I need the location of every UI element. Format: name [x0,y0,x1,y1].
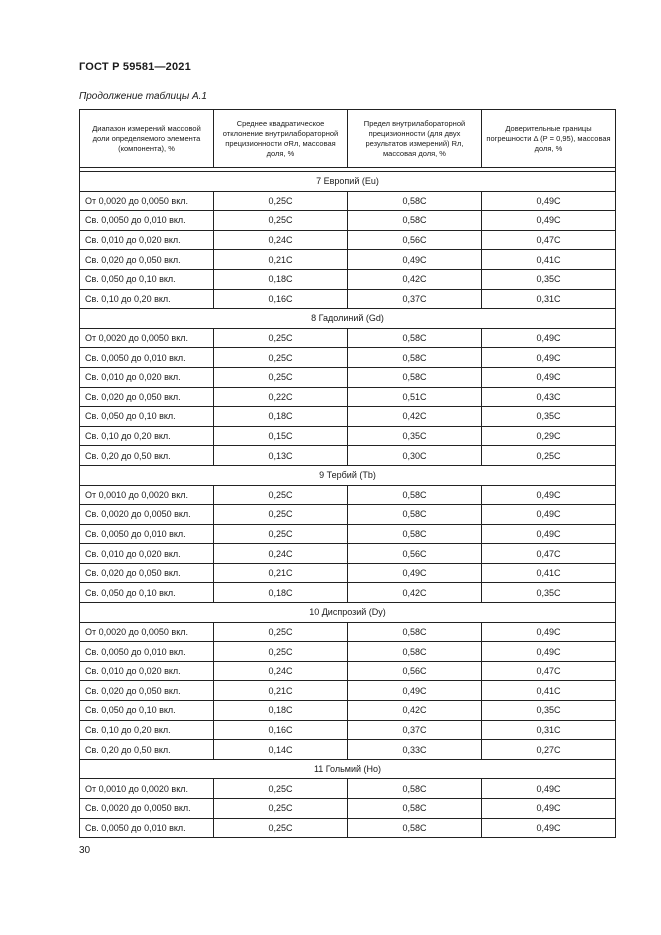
section-header-row [80,172,616,192]
range-cell: Св. 0,0050 до 0,010 вкл. [80,524,214,544]
limit-cell: 0,37C [348,289,482,309]
table-row [80,681,616,701]
sigma-cell: 0,25C [214,779,348,799]
section-header-row [80,603,616,623]
sigma-cell: 0,13C [214,446,348,466]
sigma-cell: 0,25C [214,485,348,505]
range-cell: Св. 0,020 до 0,050 вкл. [80,681,214,701]
range-cell: Св. 0,050 до 0,10 вкл. [80,407,214,427]
limit-cell: 0,49C [348,250,482,270]
table-row [80,563,616,583]
limit-cell: 0,42C [348,269,482,289]
sigma-cell: 0,25C [214,818,348,838]
table-row [80,367,616,387]
error-bounds-cell: 0,43C [482,387,616,407]
range-cell: Св. 0,020 до 0,050 вкл. [80,387,214,407]
sigma-cell: 0,15C [214,426,348,446]
page-number: 30 [79,845,91,856]
error-bounds-cell: 0,49C [482,367,616,387]
table-row [80,799,616,819]
range-cell: Св. 0,010 до 0,020 вкл. [80,230,214,250]
error-bounds-cell: 0,49C [482,779,616,799]
error-bounds-cell: 0,49C [482,818,616,838]
range-cell: Св. 0,0050 до 0,010 вкл. [80,211,214,231]
limit-cell: 0,42C [348,407,482,427]
range-cell: Св. 0,020 до 0,050 вкл. [80,250,214,270]
table-row [80,446,616,466]
table-caption: Продолжение таблицы А.1 [79,91,207,102]
error-bounds-cell: 0,49C [482,211,616,231]
data-table [79,109,616,838]
range-cell: От 0,0020 до 0,0050 вкл. [80,328,214,348]
table-row [80,642,616,662]
sigma-cell: 0,25C [214,524,348,544]
error-bounds-cell: 0,49C [482,799,616,819]
limit-cell: 0,58C [348,524,482,544]
range-cell: Св. 0,10 до 0,20 вкл. [80,289,214,309]
limit-cell: 0,58C [348,622,482,642]
table-row [80,818,616,838]
limit-cell: 0,58C [348,211,482,231]
limit-cell: 0,58C [348,191,482,211]
error-bounds-cell: 0,31C [482,720,616,740]
table-row [80,661,616,681]
range-cell: От 0,0010 до 0,0020 вкл. [80,779,214,799]
limit-cell: 0,58C [348,505,482,525]
error-bounds-cell: 0,25C [482,446,616,466]
range-cell: Св. 0,0050 до 0,010 вкл. [80,818,214,838]
limit-cell: 0,58C [348,779,482,799]
sigma-cell: 0,14C [214,740,348,760]
range-cell: Св. 0,20 до 0,50 вкл. [80,740,214,760]
section-title: 9 Тербий (Tb) [80,465,616,485]
sigma-cell: 0,22C [214,387,348,407]
limit-cell: 0,58C [348,485,482,505]
table-body [80,172,616,838]
error-bounds-cell: 0,47C [482,661,616,681]
range-cell: Св. 0,020 до 0,050 вкл. [80,563,214,583]
limit-cell: 0,33C [348,740,482,760]
sigma-cell: 0,21C [214,250,348,270]
table-row [80,701,616,721]
range-cell: Св. 0,0050 до 0,010 вкл. [80,642,214,662]
limit-cell: 0,30C [348,446,482,466]
error-bounds-cell: 0,29C [482,426,616,446]
sigma-cell: 0,18C [214,583,348,603]
error-bounds-cell: 0,41C [482,681,616,701]
error-bounds-cell: 0,49C [482,348,616,368]
error-bounds-cell: 0,49C [482,485,616,505]
table-row [80,230,616,250]
limit-cell: 0,51C [348,387,482,407]
table-row [80,505,616,525]
limit-cell: 0,58C [348,367,482,387]
limit-cell: 0,49C [348,563,482,583]
section-header-row [80,309,616,329]
table-row [80,191,616,211]
sigma-cell: 0,25C [214,211,348,231]
sigma-cell: 0,24C [214,230,348,250]
range-cell: Св. 0,0020 до 0,0050 вкл. [80,505,214,525]
error-bounds-cell: 0,49C [482,642,616,662]
error-bounds-cell: 0,47C [482,230,616,250]
sigma-cell: 0,25C [214,642,348,662]
range-cell: От 0,0010 до 0,0020 вкл. [80,485,214,505]
limit-cell: 0,58C [348,642,482,662]
error-bounds-cell: 0,35C [482,583,616,603]
table-row [80,622,616,642]
section-title: 10 Диспрозий (Dy) [80,603,616,623]
limit-cell: 0,58C [348,348,482,368]
table-row [80,407,616,427]
sigma-cell: 0,25C [214,367,348,387]
error-bounds-cell: 0,41C [482,563,616,583]
range-cell: Св. 0,10 до 0,20 вкл. [80,720,214,740]
limit-cell: 0,35C [348,426,482,446]
sigma-cell: 0,25C [214,348,348,368]
error-bounds-cell: 0,49C [482,505,616,525]
error-bounds-cell: 0,49C [482,191,616,211]
table-row [80,583,616,603]
range-cell: Св. 0,10 до 0,20 вкл. [80,426,214,446]
column-header-error-bounds: Доверительные границы погрешности Δ (P = 0,95), массовая доля, % [482,110,616,168]
limit-cell: 0,58C [348,818,482,838]
sigma-cell: 0,18C [214,701,348,721]
limit-cell: 0,42C [348,701,482,721]
range-cell: Св. 0,0020 до 0,0050 вкл. [80,799,214,819]
error-bounds-cell: 0,49C [482,328,616,348]
limit-cell: 0,56C [348,661,482,681]
sigma-cell: 0,24C [214,661,348,681]
table-row [80,211,616,231]
range-cell: Св. 0,20 до 0,50 вкл. [80,446,214,466]
limit-cell: 0,37C [348,720,482,740]
range-cell: Св. 0,050 до 0,10 вкл. [80,269,214,289]
section-title: 8 Гадолиний (Gd) [80,309,616,329]
limit-cell: 0,58C [348,328,482,348]
sigma-cell: 0,25C [214,799,348,819]
table-row [80,250,616,270]
error-bounds-cell: 0,35C [482,701,616,721]
error-bounds-cell: 0,41C [482,250,616,270]
table-row [80,426,616,446]
error-bounds-cell: 0,35C [482,269,616,289]
sigma-cell: 0,21C [214,681,348,701]
sigma-cell: 0,25C [214,622,348,642]
sigma-cell: 0,16C [214,720,348,740]
table-row [80,328,616,348]
range-cell: Св. 0,050 до 0,10 вкл. [80,583,214,603]
column-header-limit: Предел внутрилабораторной прецизионности (для двух результатов измерений) Rл, массовая доля, % [348,110,482,168]
section-header-row [80,759,616,779]
column-header-sigma: Среднее квадратическое отклонение внутрилабораторной прецизионности σRл, массовая доля, % [214,110,348,168]
range-cell: От 0,0020 до 0,0050 вкл. [80,191,214,211]
limit-cell: 0,42C [348,583,482,603]
sigma-cell: 0,21C [214,563,348,583]
error-bounds-cell: 0,27C [482,740,616,760]
table-header-row [80,110,616,168]
error-bounds-cell: 0,31C [482,289,616,309]
error-bounds-cell: 0,47C [482,544,616,564]
error-bounds-cell: 0,49C [482,622,616,642]
range-cell: Св. 0,0050 до 0,010 вкл. [80,348,214,368]
sigma-cell: 0,18C [214,269,348,289]
table-row [80,544,616,564]
sigma-cell: 0,16C [214,289,348,309]
range-cell: Св. 0,010 до 0,020 вкл. [80,661,214,681]
table-row [80,740,616,760]
sigma-cell: 0,25C [214,191,348,211]
limit-cell: 0,56C [348,544,482,564]
range-cell: Св. 0,050 до 0,10 вкл. [80,701,214,721]
limit-cell: 0,49C [348,681,482,701]
section-title: 7 Европий (Eu) [80,172,616,192]
error-bounds-cell: 0,49C [482,524,616,544]
document-id: ГОСТ Р 59581—2021 [79,61,191,73]
section-header-row [80,465,616,485]
range-cell: Св. 0,010 до 0,020 вкл. [80,544,214,564]
table-row [80,485,616,505]
limit-cell: 0,56C [348,230,482,250]
sigma-cell: 0,18C [214,407,348,427]
table-row [80,524,616,544]
error-bounds-cell: 0,35C [482,407,616,427]
sigma-cell: 0,25C [214,505,348,525]
section-title: 11 Гольмий (Ho) [80,759,616,779]
table-row [80,348,616,368]
range-cell: Св. 0,010 до 0,020 вкл. [80,367,214,387]
sigma-cell: 0,24C [214,544,348,564]
sigma-cell: 0,25C [214,328,348,348]
column-header-range: Диапазон измерений массовой доли определяемого элемента (компонента), % [80,110,214,168]
range-cell: От 0,0020 до 0,0050 вкл. [80,622,214,642]
table-row [80,289,616,309]
table-row [80,720,616,740]
table-row [80,779,616,799]
table-row [80,387,616,407]
table-row [80,269,616,289]
limit-cell: 0,58C [348,799,482,819]
